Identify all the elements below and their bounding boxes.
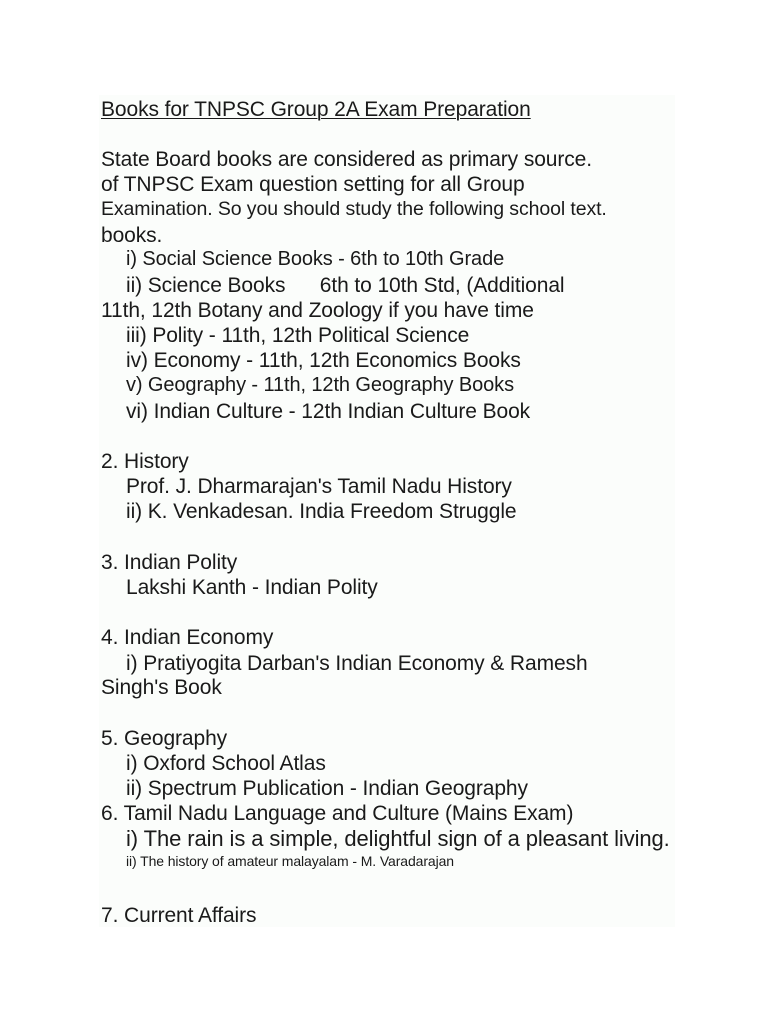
intro-line-1: State Board books are considered as primary source. xyxy=(101,148,592,171)
tamil-heading: 6. Tamil Nadu Language and Culture (Mains Exam) xyxy=(101,802,574,825)
current-affairs-heading: 7. Current Affairs xyxy=(101,904,257,927)
history-heading: 2. History xyxy=(101,450,189,473)
history-item-1: Prof. J. Dharmarajan's Tamil Nadu History xyxy=(126,475,512,498)
section1-item-6: vi) Indian Culture - 12th Indian Culture Book xyxy=(126,400,531,423)
tamil-item-2: ii) The history of amateur malayalam - M. Varadarajan xyxy=(126,853,454,869)
polity-item-1: Lakshi Kanth - Indian Polity xyxy=(126,576,378,599)
intro-line-2: of TNPSC Exam question setting for all Group xyxy=(101,173,525,196)
tamil-item-1: i) The rain is a simple, delightful sign of a pleasant living. xyxy=(126,826,670,851)
economy-item-1: i) Pratiyogita Darban's Indian Economy & Ramesh xyxy=(126,652,588,675)
geography-item-1: i) Oxford School Atlas xyxy=(126,752,326,775)
section1-item-4: iv) Economy - 11th, 12th Economics Books xyxy=(126,349,521,372)
section1-item-2-continued: 11th, 12th Botany and Zoology if you have time xyxy=(101,299,534,322)
section1-item-5: v) Geography - 11th, 12th Geography Books xyxy=(126,374,514,396)
economy-item-1-continued: Singh's Book xyxy=(101,676,222,699)
section1-item-1: i) Social Science Books - 6th to 10th Grade xyxy=(126,248,505,270)
economy-heading: 4. Indian Economy xyxy=(101,626,274,649)
section1-item-2: ii) Science Books 6th to 10th Std, (Additional xyxy=(126,274,565,297)
geography-heading: 5. Geography xyxy=(101,727,228,750)
intro-line-3: Examination. So you should study the following school text. xyxy=(101,198,607,220)
geography-item-2: ii) Spectrum Publication - Indian Geography xyxy=(126,777,528,800)
document-title: Books for TNPSC Group 2A Exam Preparation xyxy=(101,98,531,121)
intro-line-4: books. xyxy=(101,224,163,247)
history-item-2: ii) K. Venkadesan. India Freedom Struggle xyxy=(126,500,517,523)
polity-heading: 3. Indian Polity xyxy=(101,551,238,574)
section1-item-3: iii) Polity - 11th, 12th Political Science xyxy=(126,324,470,347)
